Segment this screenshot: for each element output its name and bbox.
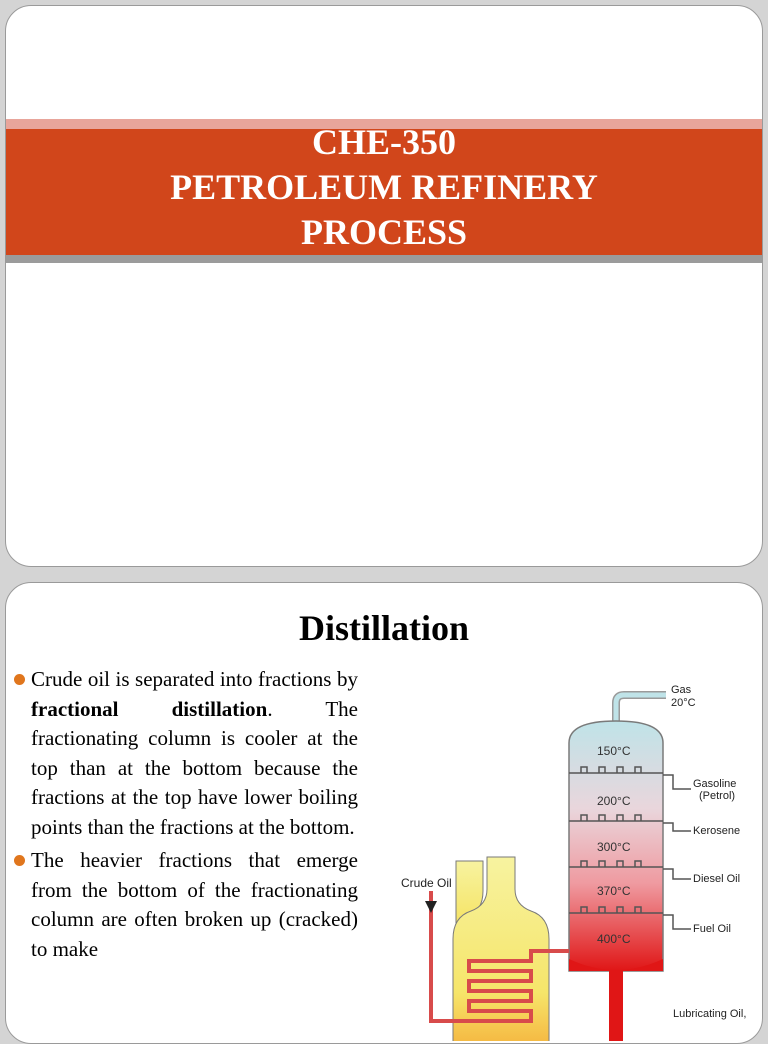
bullet-item [12,846,358,964]
distillation-slide [5,582,763,1044]
temp-label: 200°C [597,794,631,808]
temp-label: 370°C [597,884,631,898]
temp-label: 400°C [597,932,631,946]
fractional-distillation-diagram [381,681,763,1041]
course-code: CHE-350 [312,122,456,162]
product-label: Fuel Oil [693,923,731,935]
bullet-text: The heavier fractions that emerge from the bottom of the fractionating column are often broken up (cracked) to make [31,848,358,961]
gas-pipe [616,695,666,721]
bullet-icon [14,855,25,866]
gas-temp: 20°C [671,697,696,709]
product-label: (Petrol) [699,790,736,802]
gas-label: Gas [671,684,692,696]
temp-label: 150°C [597,744,631,758]
course-title-line1: PETROLEUM REFINERY [170,167,598,207]
crude-oil-label: Crude Oil [401,876,452,890]
title-slide [5,5,763,567]
bullet-list [12,665,358,968]
bullet-text: . The fractionating column is cooler at the top than at the bottom because the fractions at the top have lower boiling points than the fractions at the bottom. [31,696,358,839]
product-label: Gasoline [693,778,737,790]
course-title-line2: PROCESS [300,212,468,252]
slide-heading: Distillation [298,608,469,648]
product-label: Diesel Oil [693,873,741,885]
product-label: Lubricating Oil, [673,1008,747,1020]
temp-label: 300°C [597,840,631,854]
bullet-icon [14,674,25,685]
bullet-item [12,665,358,842]
bullet-text: Crude oil is separated into fractions by [31,667,358,691]
title-band-bottom [6,255,762,263]
arrow-down-icon [425,901,437,913]
residue-pipe [609,971,623,1041]
product-outlets [663,775,691,929]
bullet-bold-term: fractional distillation [31,696,268,721]
product-label: Kerosene [693,825,741,837]
slide-title [6,120,762,255]
